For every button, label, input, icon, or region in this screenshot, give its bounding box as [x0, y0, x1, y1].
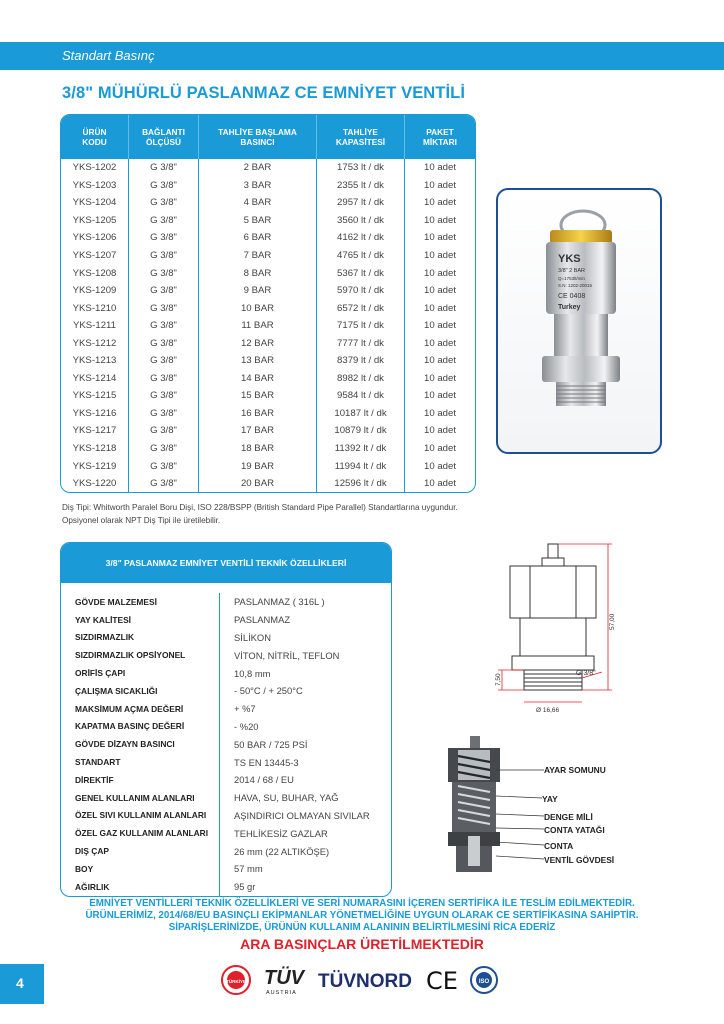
dimension-drawing [490, 540, 620, 720]
cell-set-pressure: 7 BAR [199, 247, 317, 265]
cell-connection: G 3/8" [129, 440, 199, 458]
spec-value: - %20 [219, 718, 391, 736]
table-row [61, 457, 475, 475]
spec-key: BOY [75, 863, 94, 874]
cell-code: YKS-1215 [61, 387, 129, 405]
spec-key: MAKSİMUM AÇMA DEĞERİ [75, 703, 184, 714]
cell-package: 10 adet [423, 443, 456, 455]
spec-row [61, 611, 391, 629]
cell-capacity: 10187 lt / dk [317, 405, 405, 423]
cell-capacity: 8982 lt / dk [317, 370, 405, 388]
spec-row [61, 771, 391, 789]
cell-capacity: 5970 lt / dk [317, 282, 405, 300]
photo-ce-text: CE 0408 [558, 293, 586, 300]
spec-value: 10,8 mm [219, 664, 391, 682]
svg-text:TÜV: TÜV [264, 967, 304, 989]
cell-code: YKS-1207 [61, 247, 129, 265]
cell-capacity: 1753 lt / dk [317, 159, 405, 177]
label-seal: CONTA [544, 841, 574, 851]
spec-key: ÖZEL SIVI KULLANIM ALANLARI [75, 810, 207, 821]
cell-code: YKS-1203 [61, 177, 129, 195]
thread-type-note: Diş Tipi: Whitworth Paralel Boru Dişi, ISO 228/BSPP (British Standard Pipe Parallel) Standartlarına uygundur. [62, 503, 458, 512]
cell-capacity: 4765 lt / dk [317, 247, 405, 265]
cell-package: 10 adet [423, 355, 456, 367]
cell-code: YKS-1208 [61, 264, 129, 282]
spec-key: ORİFİS ÇAPI [75, 668, 126, 679]
spec-value: TS EN 13445-3 [219, 753, 391, 771]
cell-set-pressure: 20 BAR [199, 475, 317, 493]
cell-code: YKS-1219 [61, 457, 129, 475]
cell-capacity: 8379 lt / dk [317, 352, 405, 370]
spec-key: ÖZEL GAZ KULLANIM ALANLARI [75, 828, 209, 839]
cell-package: 10 adet [423, 179, 456, 191]
cell-code: YKS-1220 [61, 475, 129, 493]
height-dimension: 57,00 [609, 613, 616, 630]
cell-capacity: 12596 lt / dk [317, 475, 405, 493]
photo-brand-text: YKS [558, 253, 581, 265]
cell-capacity: 4162 lt / dk [317, 229, 405, 247]
valve-photo [498, 190, 660, 452]
table-row [61, 264, 475, 282]
spec-key: DIŞ ÇAP [75, 846, 109, 857]
spec-row [61, 646, 391, 664]
spec-value: 26 mm (22 ALTIKÖŞE) [219, 842, 391, 860]
cell-capacity: 11392 lt / dk [317, 440, 405, 458]
product-table [60, 114, 476, 493]
cell-package: 10 adet [423, 302, 456, 314]
cell-set-pressure: 11 BAR [199, 317, 317, 335]
spec-value: 95 gr [219, 878, 391, 896]
spec-key: STANDART [75, 757, 121, 768]
cell-package: 10 adet [423, 478, 456, 490]
table-row [61, 299, 475, 317]
cell-code: YKS-1216 [61, 405, 129, 423]
spec-row [61, 860, 391, 878]
cell-capacity: 2957 lt / dk [317, 194, 405, 212]
cell-capacity: 9584 lt / dk [317, 387, 405, 405]
spec-row [61, 753, 391, 771]
table-row [61, 334, 475, 352]
spec-value: PASLANMAZ [219, 611, 391, 629]
cell-code: YKS-1211 [61, 317, 129, 335]
cell-code: YKS-1205 [61, 212, 129, 230]
cell-package: 10 adet [423, 337, 456, 349]
svg-text:TÜRKİYE: TÜRKİYE [226, 979, 246, 984]
cell-package: 10 adet [423, 214, 456, 226]
spec-row [61, 700, 391, 718]
photo-origin-text: Turkey [558, 304, 581, 311]
cell-code: YKS-1210 [61, 299, 129, 317]
svg-text:TÜVNORD: TÜVNORD [318, 971, 412, 992]
cell-code: YKS-1204 [61, 194, 129, 212]
cell-package: 10 adet [423, 460, 456, 472]
spec-value: - 50°C / + 250°C [219, 682, 391, 700]
cell-code: YKS-1209 [61, 282, 129, 300]
spec-key: YAY KALİTESİ [75, 614, 132, 625]
cell-connection: G 3/8" [129, 387, 199, 405]
cell-set-pressure: 9 BAR [199, 282, 317, 300]
cell-package: 10 adet [423, 232, 456, 244]
spec-row [61, 593, 391, 611]
cell-connection: G 3/8" [129, 334, 199, 352]
spec-row [61, 735, 391, 753]
cell-connection: G 3/8" [129, 475, 199, 493]
cell-set-pressure: 17 BAR [199, 422, 317, 440]
product-photo-frame [496, 188, 662, 454]
cell-capacity: 11994 lt / dk [317, 457, 405, 475]
footer-intermediate-pressures: ARA BASINÇLAR ÜRETİLMEKTEDİR [240, 936, 484, 952]
spec-value: + %7 [219, 700, 391, 718]
spec-row [61, 824, 391, 842]
svg-text:CE: CE [426, 967, 458, 995]
cell-set-pressure: 19 BAR [199, 457, 317, 475]
table-row [61, 229, 475, 247]
spec-value: SİLİKON [219, 629, 391, 647]
table-row [61, 475, 475, 493]
cell-package: 10 adet [423, 197, 456, 209]
cell-package: 10 adet [423, 162, 456, 174]
table-row [61, 247, 475, 265]
table-row [61, 440, 475, 458]
label-seal-seat: CONTA YATAĞI [544, 825, 605, 835]
cell-connection: G 3/8" [129, 405, 199, 423]
spec-key: ÇALIŞMA SICAKLIĞI [75, 685, 158, 696]
spec-row [61, 664, 391, 682]
cell-package: 10 adet [423, 390, 456, 402]
cell-code: YKS-1202 [61, 159, 129, 177]
cell-package: 10 adet [423, 425, 456, 437]
cell-package: 10 adet [423, 407, 456, 419]
table-row [61, 387, 475, 405]
label-adjusting-nut: AYAR SOMUNU [544, 765, 606, 775]
spec-key: KAPATMA BASINÇ DEĞERİ [75, 721, 185, 732]
col-header-package: PAKET MİKTARI [423, 126, 457, 147]
spec-row [61, 682, 391, 700]
photo-flow-text: Q=1753lt/min [558, 276, 585, 281]
spec-value: HAVA, SU, BUHAR, YAĞ [219, 789, 391, 807]
cell-capacity: 3560 lt / dk [317, 212, 405, 230]
photo-serial-text: S.N: 1202-20015 [558, 283, 593, 288]
label-spring: YAY [542, 794, 558, 804]
cell-package: 10 adet [423, 372, 456, 384]
cell-capacity: 2355 lt / dk [317, 177, 405, 195]
footer-ce-line: ÜRÜNLERİMİZ, 2014/68/EU BASINÇLI EKİPMANLAR YÖNETMELİĞİNE UYGUN OLARAK CE SERTİFİKASINA SAHİPTİR. [85, 910, 639, 921]
col-header-code: ÜRÜN KODU [61, 115, 129, 159]
spec-key: GENEL KULLANIM ALANLARI [75, 792, 195, 803]
cell-set-pressure: 14 BAR [199, 370, 317, 388]
spec-key: SIZDIRMAZLIK [75, 632, 135, 643]
cell-package: 10 adet [423, 267, 456, 279]
cell-set-pressure: 16 BAR [199, 405, 317, 423]
cell-code: YKS-1214 [61, 370, 129, 388]
col-header-connection: BAĞLANTI ÖLÇÜSÜ [129, 115, 199, 159]
product-table-header [61, 115, 475, 159]
table-row [61, 405, 475, 423]
table-row [61, 352, 475, 370]
npt-option-note: Opsiyonel olarak NPT Diş Tipi ile üretilebilir. [62, 516, 221, 525]
page-title: 3/8" MÜHÜRLÜ PASLANMAZ CE EMNİYET VENTİLİ [62, 84, 466, 102]
cell-set-pressure: 8 BAR [199, 264, 317, 282]
cell-connection: G 3/8" [129, 299, 199, 317]
cutaway-leader-lines [496, 766, 546, 866]
cell-connection: G 3/8" [129, 352, 199, 370]
spec-row [61, 807, 391, 825]
cell-set-pressure: 3 BAR [199, 177, 317, 195]
table-row [61, 317, 475, 335]
spec-row [61, 842, 391, 860]
cell-connection: G 3/8" [129, 317, 199, 335]
cell-connection: G 3/8" [129, 229, 199, 247]
product-table-body [61, 159, 475, 492]
spec-row [61, 789, 391, 807]
cell-connection: G 3/8" [129, 282, 199, 300]
cell-capacity: 6572 lt / dk [317, 299, 405, 317]
cell-capacity: 7175 lt / dk [317, 317, 405, 335]
col-header-set-pressure: TAHLİYE BAŞLAMA BASINCI [199, 115, 317, 159]
spec-row [61, 629, 391, 647]
cell-code: YKS-1206 [61, 229, 129, 247]
ce-mark-icon [426, 967, 458, 995]
photo-pressure-text: 3/8" 2 BAR [558, 268, 586, 274]
cell-connection: G 3/8" [129, 212, 199, 230]
section-header-bar [0, 42, 724, 70]
cell-connection: G 3/8" [129, 370, 199, 388]
cell-code: YKS-1212 [61, 334, 129, 352]
spec-key: AĞIRLIK [75, 881, 110, 892]
spec-table [60, 542, 392, 897]
section-title: Standart Basınç [62, 48, 155, 63]
cell-connection: G 3/8" [129, 457, 199, 475]
cell-set-pressure: 15 BAR [199, 387, 317, 405]
cell-package: 10 adet [423, 250, 456, 261]
spec-value: 50 BAR / 725 PSİ [219, 735, 391, 753]
cell-connection: G 3/8" [129, 159, 199, 177]
spec-key: DİREKTİF [75, 774, 114, 785]
table-row [61, 282, 475, 300]
table-row [61, 422, 475, 440]
page-number: 4 [16, 975, 24, 991]
cell-connection: G 3/8" [129, 247, 199, 265]
footer-certificate-line: EMNİYET VENTİLLERİ TEKNİK ÖZELLİKLERİ VE SERİ NUMARASINI İÇEREN SERTİFİKA İLE TESLİM EDİLMEKTEDİR. [89, 898, 635, 909]
spec-row [61, 878, 391, 896]
spec-value: PASLANMAZ ( 316L ) [219, 593, 391, 611]
cell-set-pressure: 2 BAR [199, 159, 317, 177]
table-row [61, 194, 475, 212]
cell-connection: G 3/8" [129, 177, 199, 195]
diameter-dimension: Ø 16,66 [536, 707, 560, 714]
cell-code: YKS-1217 [61, 422, 129, 440]
table-row [61, 177, 475, 195]
svg-text:ISO: ISO [478, 979, 490, 985]
tuvnord-logo-icon [318, 971, 412, 992]
label-balance-shaft: DENGE MİLİ [544, 812, 593, 822]
cell-set-pressure: 18 BAR [199, 440, 317, 458]
label-valve-body: VENTİL GÖVDESİ [544, 855, 615, 865]
cell-set-pressure: 13 BAR [199, 352, 317, 370]
cell-set-pressure: 6 BAR [199, 229, 317, 247]
tuv-austria-logo-icon [264, 966, 306, 996]
svg-text:AUSTRIA: AUSTRIA [266, 990, 297, 996]
cell-connection: G 3/8" [129, 422, 199, 440]
cell-package: 10 adet [423, 285, 456, 297]
col-header-capacity: TAHLİYE KAPASİTESİ [317, 115, 405, 159]
iso-logo-icon [471, 967, 497, 993]
table-row [61, 370, 475, 388]
spec-value: TEHLİKESİZ GAZLAR [219, 824, 391, 842]
table-row [61, 159, 475, 177]
spec-row [61, 718, 391, 736]
spec-value: AŞINDIRICI OLMAYAN SIVILAR [219, 807, 391, 825]
spec-value: VİTON, NİTRİL, TEFLON [219, 646, 391, 664]
cell-connection: G 3/8" [129, 194, 199, 212]
thread-size-label: G 3/8" [576, 670, 596, 677]
spec-key: GÖVDE MALZEMESİ [75, 596, 157, 607]
cell-capacity: 5367 lt / dk [317, 264, 405, 282]
spec-table-body [61, 593, 391, 896]
spec-key: SIZDIRMAZLIK OPSİYONEL [75, 650, 186, 661]
spec-key: GÖVDE DİZAYN BASINCI [75, 739, 175, 750]
page-number-tab [0, 964, 44, 1004]
cell-connection: G 3/8" [129, 264, 199, 282]
cell-code: YKS-1218 [61, 440, 129, 458]
spec-value: 2014 / 68 / EU [219, 771, 391, 789]
cell-set-pressure: 12 BAR [199, 334, 317, 352]
spec-table-title: 3/8" PASLANMAZ EMNİYET VENTİLİ TEKNİK ÖZELLİKLERİ [61, 543, 391, 583]
cell-package: 10 adet [423, 320, 456, 332]
cell-set-pressure: 5 BAR [199, 212, 317, 230]
footer-order-line: SİPARİŞLERİNİZDE, ÜRÜNÜN KULLANIM ALANININ BELİRTİLMESİNİ RİCA EDERİZ [168, 922, 556, 933]
cell-code: YKS-1213 [61, 352, 129, 370]
cell-capacity: 7777 lt / dk [317, 334, 405, 352]
table-row [61, 212, 475, 230]
certification-logos [220, 962, 520, 998]
cell-capacity: 10879 lt / dk [317, 422, 405, 440]
spec-value: 57 mm [219, 860, 391, 878]
cell-set-pressure: 10 BAR [199, 299, 317, 317]
cell-set-pressure: 4 BAR [199, 194, 317, 212]
thread-length-dimension: 7,50 [495, 673, 502, 686]
tse-logo-icon [222, 966, 250, 994]
